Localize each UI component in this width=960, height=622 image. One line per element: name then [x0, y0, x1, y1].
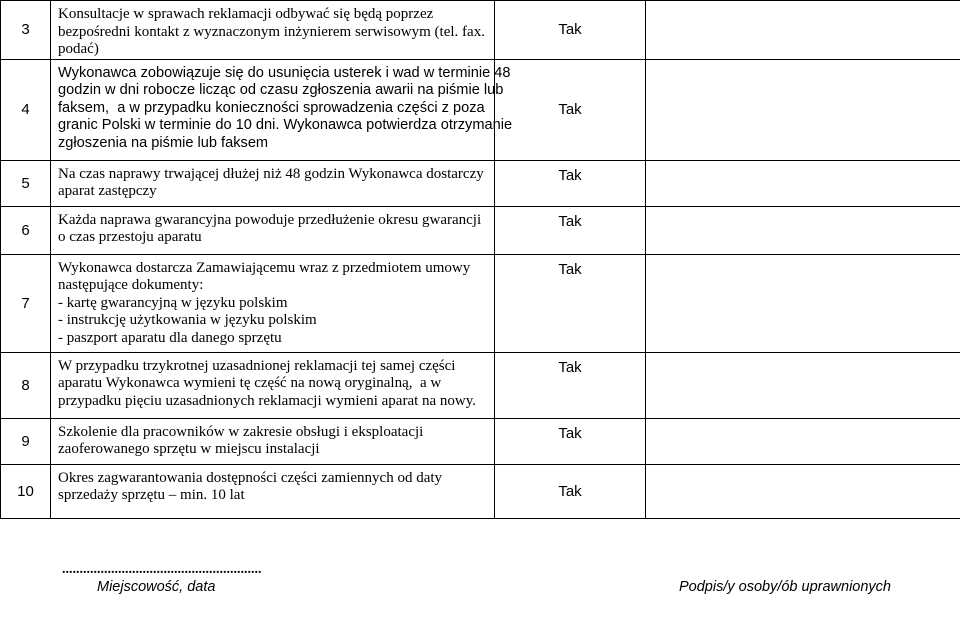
- description-line: Na czas naprawy trwającej dłużej niż 48 godzin Wykonawca dostarczy: [58, 165, 484, 182]
- row-answer: Tak: [495, 418, 646, 464]
- description-line: Każda naprawa gwarancyjna powoduje przedłużenie okresu gwarancji: [58, 211, 482, 228]
- table-row: [1, 352, 960, 418]
- row-number: 10: [1, 464, 51, 518]
- description-line: - instrukcję użytkowania w języku polskim: [58, 312, 317, 328]
- description-line: granic Polski w terminie do 10 dni. Wykonawca potwierdza otrzymanie: [58, 117, 513, 133]
- description-line: Okres zagwarantowania dostępności części zamiennych od daty: [58, 469, 443, 486]
- row-description: [51, 464, 495, 518]
- table-row: [1, 206, 960, 254]
- row-number: 7: [1, 254, 51, 352]
- description-line: Wykonawca dostarcza Zamawiającemu wraz z przedmiotem umowy: [58, 259, 471, 276]
- description-line: bezpośredni kontakt z wyznaczonym inżynierem serwisowym (tel. fax.: [58, 23, 485, 40]
- description-line: następujące dokumenty:: [58, 277, 204, 293]
- row-number: 8: [1, 352, 51, 418]
- row-number: 9: [1, 418, 51, 464]
- signature-label: Podpis/y osoby/ób uprawnionych: [679, 579, 891, 595]
- row-blank-cell: [646, 352, 960, 418]
- description-line: aparat zastępczy: [58, 183, 157, 199]
- row-answer: Tak: [495, 254, 646, 352]
- row-number: 4: [1, 59, 51, 160]
- row-description: [51, 160, 495, 206]
- signature-dots: .........................................................: [62, 562, 262, 577]
- table-row: [1, 1, 960, 60]
- table-row: [1, 160, 960, 206]
- description-line: zaoferowanego sprzętu w miejscu instalacji: [58, 441, 320, 457]
- row-answer: Tak: [495, 206, 646, 254]
- description-line: zgłoszenia na piśmie lub faksem: [58, 134, 269, 151]
- table-row: [1, 418, 960, 464]
- row-number: 3: [1, 1, 51, 60]
- description-line: Konsultacje w sprawach reklamacji odbywać się będą poprzez: [58, 6, 434, 22]
- description-line: podać): [58, 41, 99, 57]
- row-blank-cell: [646, 254, 960, 352]
- row-description: [51, 59, 513, 160]
- row-blank-cell: [646, 206, 960, 254]
- description-line: faksem, a w przypadku konieczności sprowadzenia części z poza: [58, 99, 485, 116]
- row-description: [51, 206, 495, 254]
- row-blank-cell: [646, 160, 960, 206]
- description-line: Wykonawca zobowiązuje się do usunięcia usterek i wad w terminie 48: [58, 64, 511, 81]
- table-row: [1, 59, 960, 160]
- row-answer: Tak: [495, 464, 646, 518]
- description-line: sprzedaży sprzętu – min. 10 lat: [58, 487, 245, 503]
- row-number: 5: [1, 160, 51, 206]
- row-description: [51, 418, 495, 464]
- row-blank-cell: [646, 418, 960, 464]
- row-description: [51, 1, 495, 60]
- row-answer: Tak: [495, 160, 646, 206]
- row-blank-cell: [646, 59, 960, 160]
- description-line: - kartę gwarancyjną w języku polskim: [58, 294, 288, 311]
- place-date-label: Miejscowość, data: [97, 579, 216, 595]
- row-number: 6: [1, 206, 51, 254]
- description-line: - paszport aparatu dla danego sprzętu: [58, 329, 282, 346]
- description-line: W przypadku trzykrotnej uzasadnionej reklamacji tej samej części: [58, 357, 456, 374]
- description-line: godzin w dni robocze licząc od czasu zgłoszenia awarii na piśmie lub: [58, 82, 504, 98]
- row-description: [51, 254, 495, 352]
- row-answer: Tak: [495, 1, 646, 60]
- table-row: [1, 464, 960, 518]
- row-answer: Tak: [495, 352, 646, 418]
- row-blank-cell: [646, 1, 960, 60]
- table-row: [1, 254, 960, 352]
- row-blank-cell: [646, 464, 960, 518]
- description-line: przypadku pięciu uzasadnionych reklamacji wymieni aparat na nowy.: [58, 392, 477, 409]
- description-line: o czas przestoju aparatu: [58, 229, 202, 245]
- row-answer: Tak: [495, 59, 646, 160]
- row-description: [51, 352, 495, 418]
- description-line: Szkolenie dla pracowników w zakresie obsługi i eksploatacji: [58, 423, 424, 440]
- description-line: aparatu Wykonawca wymieni tę część na nową oryginalną, a w: [58, 375, 442, 391]
